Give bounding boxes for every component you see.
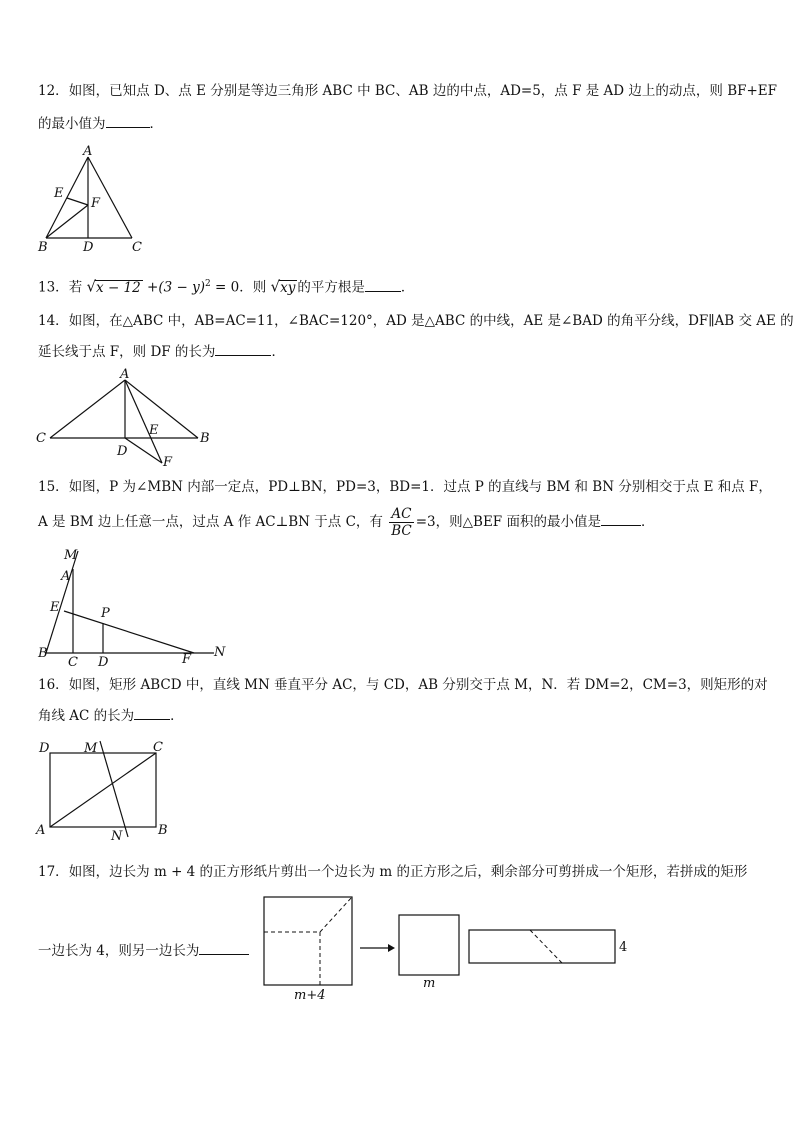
q16-answer-blank[interactable] xyxy=(134,707,170,720)
q13-radicand2: xy xyxy=(280,279,296,296)
q13-term2: (3 − y) xyxy=(158,279,205,296)
q15-label-m: M xyxy=(64,548,78,563)
q13-number: 13． xyxy=(38,279,69,296)
q17-label-m-plus-4: m+4 xyxy=(294,988,326,1003)
q17-answer-blank[interactable] xyxy=(199,942,249,955)
q14-side-ca xyxy=(50,380,125,438)
q16-end: ． xyxy=(170,708,184,724)
q16-line2 xyxy=(38,707,184,725)
q12-label-c: C xyxy=(132,240,142,255)
q13-exp: 2 xyxy=(205,279,211,289)
q15-answer-blank[interactable] xyxy=(601,513,641,526)
q12-text-line2: 的最小值为 xyxy=(38,116,106,132)
q16-diagonal-ac xyxy=(50,753,156,827)
q15-text-line2a: A 是 BM 边上任意一点，过点 A 作 AC⊥BN 于点 C，有 xyxy=(38,514,383,530)
q14-text-line1: 如图，在△ABC 中，AB=AC=11，∠BAC=120°，AD 是△ABC 的中线，AE 是∠BAD 的角平分线，DF∥AB 交 AE 的 xyxy=(68,313,794,329)
q16-label-m: M xyxy=(84,741,98,756)
q13-radicand1: x − 12 xyxy=(96,279,141,296)
q12-segment-ef xyxy=(67,198,88,205)
q12-end: ． xyxy=(149,116,163,132)
q17-text-line1: 如图，边长为 m + 4 的正方形纸片剪出一个边长为 m 的正方形之后，剩余部分可剪拼成一个矩形，若拼成的矩形 xyxy=(68,864,748,880)
q16-line1 xyxy=(38,676,768,694)
q16-figure xyxy=(36,737,176,843)
q12-line1 xyxy=(38,82,777,100)
q14-line1 xyxy=(38,312,794,330)
q15-label-f: F xyxy=(182,652,192,667)
q15-segment-ef xyxy=(64,611,194,653)
q15-label-c: C xyxy=(68,655,78,670)
q14-text-line2: 延长线于点 F，则 DF 的长为 xyxy=(38,344,216,360)
q14-side-ab xyxy=(125,380,198,438)
q14-label-e: E xyxy=(149,423,159,438)
q12-number: 12． xyxy=(38,83,69,99)
q17-line2 xyxy=(38,942,249,960)
q15-end: ． xyxy=(640,514,655,530)
q17-small-square xyxy=(399,915,459,975)
q14-answer-blank[interactable] xyxy=(215,343,271,356)
q16-label-a: A xyxy=(36,823,46,838)
q12-label-a: A xyxy=(83,144,93,159)
q12-label-d: D xyxy=(83,240,94,255)
q13-suffix: 的平方根是 xyxy=(297,279,365,296)
q14-figure xyxy=(36,366,216,470)
q12-figure xyxy=(36,143,146,255)
q14-label-d: D xyxy=(117,444,128,459)
q16-label-n: N xyxy=(111,829,123,844)
q15-label-n: N xyxy=(214,645,226,660)
q15-line1 xyxy=(38,478,772,496)
q17-number: 17． xyxy=(38,864,69,880)
q16-label-d: D xyxy=(39,741,50,756)
q13-plus: + xyxy=(147,279,159,296)
q17-text-line2: 一边长为 4，则另一边长为 xyxy=(38,943,200,959)
q14-label-f: F xyxy=(163,455,173,470)
q12-label-f: F xyxy=(91,196,101,211)
q13-answer-blank[interactable] xyxy=(365,279,401,292)
q12-label-e: E xyxy=(54,186,64,201)
q13-eq: = 0．则 xyxy=(215,279,267,296)
q15-frac-den: BC xyxy=(391,523,412,539)
q15-label-e: E xyxy=(50,600,60,615)
q12-line2 xyxy=(38,115,163,133)
q15-label-a: A xyxy=(61,569,71,584)
q16-label-c: C xyxy=(153,740,163,755)
q14-end: ． xyxy=(271,344,285,360)
q17-figure xyxy=(262,895,642,1005)
q17-line1 xyxy=(38,863,747,881)
q17-rectangle xyxy=(469,930,615,963)
q17-rectangle-cut xyxy=(530,930,562,963)
q12-segment-bf xyxy=(46,205,88,238)
q15-label-d: D xyxy=(98,655,109,670)
q12-text-line1: 如图，已知点 D、点 E 分别是等边三角形 ABC 中 BC、AB 边的中点，AD=5，点 F 是 AD 边上的动点，则 BF+EF xyxy=(68,83,778,99)
q15-frac-num: AC xyxy=(389,506,414,523)
q16-label-b: B xyxy=(158,823,168,838)
q16-number: 16． xyxy=(38,677,69,693)
q13-prefix: 若 xyxy=(68,279,83,296)
q17-arrow-head xyxy=(388,944,395,952)
q15-text-line2b: =3，则△BEF 面积的最小值是 xyxy=(415,514,601,530)
q15-line2 xyxy=(38,503,654,541)
q12-answer-blank[interactable] xyxy=(106,115,150,128)
q14-line2 xyxy=(38,343,285,361)
q14-label-c: C xyxy=(36,431,46,446)
q14-label-b: B xyxy=(200,431,210,446)
q15-fraction xyxy=(389,506,414,539)
q17-label-4: 4 xyxy=(619,940,628,955)
q13-line: 13．若 $√x - 12 +(3 - y)^2 = 0$．则 √xy 的平方根是 ． xyxy=(38,277,415,296)
q12-label-b: B xyxy=(38,240,48,255)
q15-number: 15． xyxy=(38,479,69,495)
q14-label-a: A xyxy=(120,367,130,382)
q15-text-line1: 如图，P 为∠MBN 内部一定点，PD⊥BN，PD=3，BD=1．过点 P 的直线与 BM 和 BN 分别相交于点 E 和点 F， xyxy=(68,479,772,495)
q16-text-line1: 如图，矩形 ABCD 中，直线 MN 垂直平分 AC，与 CD，AB 分别交于点 M，N．若 DM=2，CM=3，则矩形的对 xyxy=(68,677,768,693)
q15-label-p: P xyxy=(101,606,110,621)
q15-label-b: B xyxy=(38,646,48,661)
q15-figure xyxy=(36,545,236,670)
q16-text-line2: 角线 AC 的长为 xyxy=(38,708,135,724)
q17-big-square xyxy=(264,897,352,985)
q17-cut-diagonal xyxy=(320,897,352,932)
q17-label-m: m xyxy=(423,976,436,991)
q14-number: 14． xyxy=(38,313,69,329)
q12-side-ab xyxy=(46,157,88,238)
q13-end: ． xyxy=(400,279,415,296)
